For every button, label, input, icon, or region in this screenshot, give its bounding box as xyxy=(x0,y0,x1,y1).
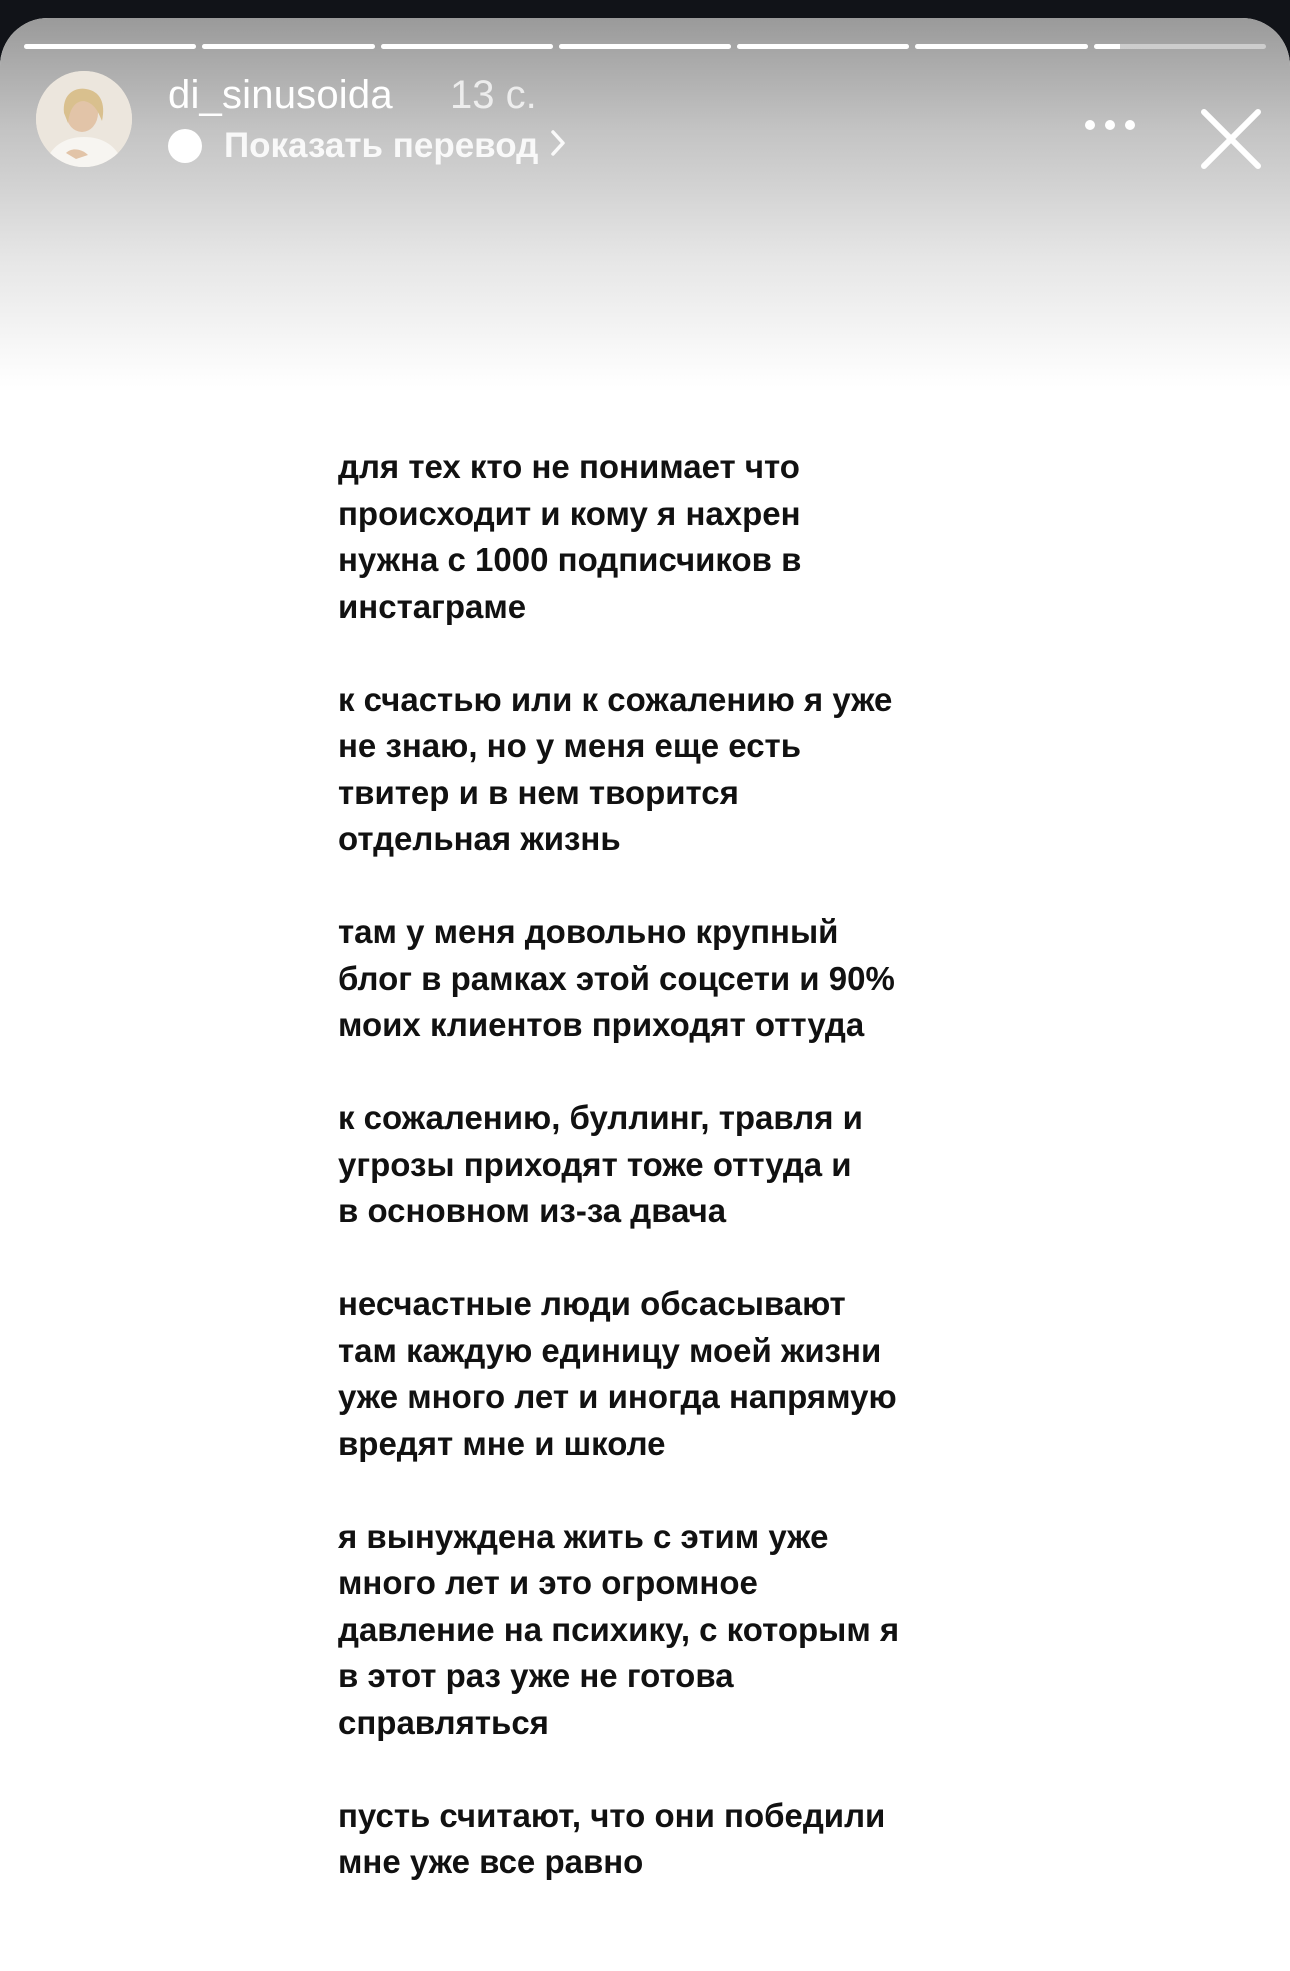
close-icon xyxy=(1200,108,1262,170)
progress-segment-fill xyxy=(737,44,909,49)
story-text-line: в этот раз уже не готова xyxy=(338,1657,734,1694)
story-text-line: не знаю, но у меня еще есть xyxy=(338,727,801,764)
story-text-line: много лет и это огромное xyxy=(338,1564,758,1601)
story-text-line: я вынуждена жить с этим уже xyxy=(338,1517,829,1555)
story-text-line: нужна с 1000 подписчиков в xyxy=(338,541,802,578)
story-text-line: пусть считают, что они победили xyxy=(338,1796,886,1834)
progress-segment xyxy=(915,44,1087,49)
progress-segment-fill xyxy=(559,44,731,49)
story-text-line: несчастные люди обсасывают xyxy=(338,1285,846,1322)
story-text-line: инстаграме xyxy=(338,587,527,625)
progress-segment-fill xyxy=(1094,44,1120,49)
story-text-line: твитер и в нем творится xyxy=(338,773,739,811)
story-paragraph xyxy=(338,1793,1058,1886)
story-paragraph xyxy=(338,444,1058,630)
story-text-line: для тех кто не понимает что xyxy=(338,448,800,485)
progress-segment xyxy=(24,44,196,49)
progress-segment xyxy=(202,44,374,49)
story-text-line: блог в рамках этой соцсети и 90% xyxy=(338,959,895,997)
story-paragraph xyxy=(338,1514,1058,1747)
story-text-line: отдельная жизнь xyxy=(338,820,621,857)
story-text-line: там у меня довольно крупный xyxy=(338,913,839,950)
story-progress-bar xyxy=(24,44,1266,49)
progress-segment xyxy=(1094,44,1266,49)
chevron-right-icon xyxy=(550,126,566,166)
story-text-line: в основном из-за двача xyxy=(338,1192,727,1229)
more-options-icon xyxy=(1080,115,1140,135)
story-text-line: мне уже все равно xyxy=(338,1843,644,1880)
more-options-button[interactable] xyxy=(1080,115,1140,135)
story-text-line: моих клиентов приходят оттуда xyxy=(338,1006,865,1043)
story-paragraph xyxy=(338,677,1058,863)
avatar[interactable] xyxy=(36,71,132,167)
story-text xyxy=(338,444,1058,1932)
progress-segment-fill xyxy=(915,44,1087,49)
story-text-line: давление на психику, с которым я xyxy=(338,1610,900,1648)
story-paragraph xyxy=(338,1095,1058,1235)
close-button[interactable] xyxy=(1200,108,1262,170)
story-viewer xyxy=(0,18,1290,1971)
progress-segment-fill xyxy=(381,44,553,49)
story-text-line: угрозы приходят тоже оттуда и xyxy=(338,1145,852,1183)
progress-segment-fill xyxy=(202,44,374,49)
story-text-line: там каждую единицу моей жизни xyxy=(338,1331,882,1369)
avatar-image xyxy=(36,71,132,167)
story-paragraph xyxy=(338,909,1058,1049)
progress-segment-fill xyxy=(24,44,196,49)
story-timestamp: 13 с. xyxy=(450,73,537,117)
progress-segment xyxy=(381,44,553,49)
show-translation-label: Показать перевод xyxy=(224,126,539,165)
username[interactable]: di_sinusoida xyxy=(168,73,393,117)
progress-segment xyxy=(559,44,731,49)
story-text-line: к счастью или к сожалению я уже xyxy=(338,680,893,718)
progress-segment xyxy=(737,44,909,49)
translate-dot-icon xyxy=(168,129,202,163)
show-translation-button[interactable] xyxy=(168,126,566,166)
story-text-line: происходит и кому я нахрен xyxy=(338,494,801,532)
story-text-line: вредят мне и школе xyxy=(338,1424,666,1462)
story-text-line: уже много лет и иногда напрямую xyxy=(338,1378,897,1415)
story-paragraph xyxy=(338,1281,1058,1467)
story-text-line: справляться xyxy=(338,1703,549,1741)
story-text-line: к сожалению, буллинг, травля и xyxy=(338,1099,863,1136)
